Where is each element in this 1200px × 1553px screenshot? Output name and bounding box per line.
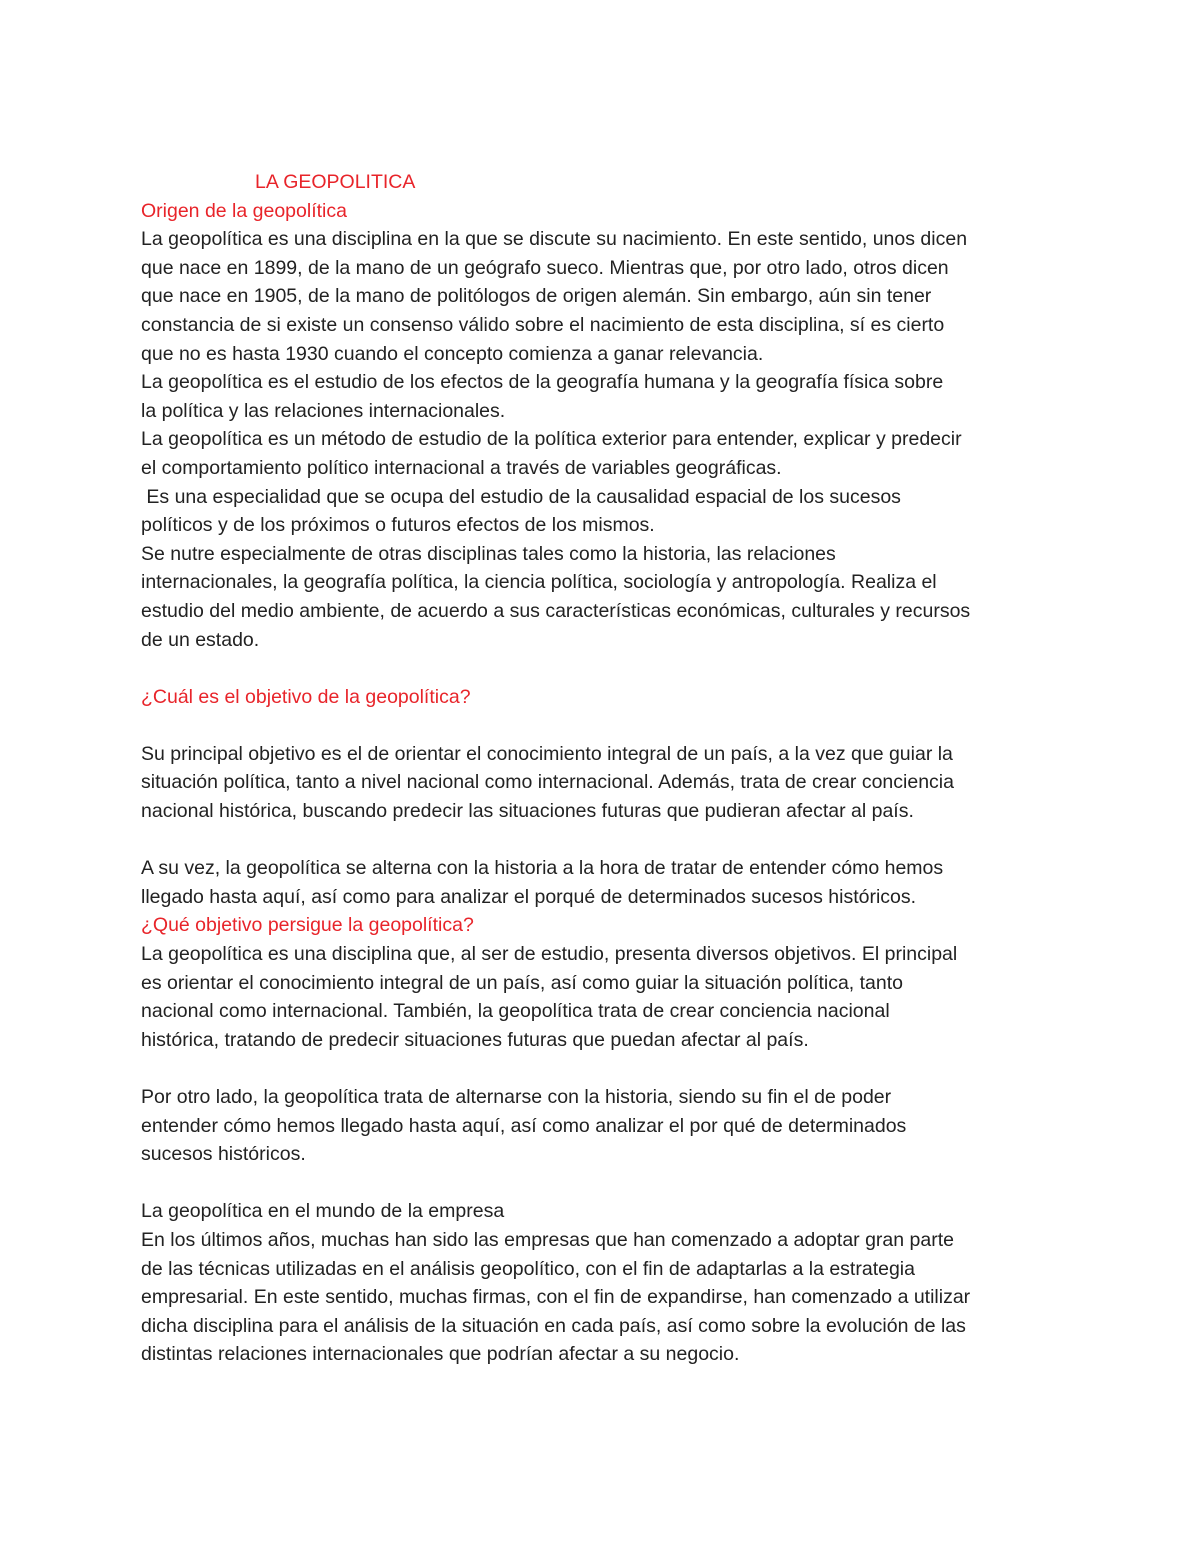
text-line: La geopolítica es una disciplina en la que se discute su nacimiento. En este sentido, unos dicen bbox=[141, 228, 968, 251]
heading-objective: ¿Cuál es el objetivo de la geopolítica? bbox=[141, 685, 471, 708]
text-line: sucesos históricos. bbox=[141, 1143, 306, 1166]
heading-origin: Origen de la geopolítica bbox=[141, 199, 347, 222]
paragraph-persigue-2 bbox=[141, 1083, 1071, 1169]
text-line: que nace en 1905, de la mano de politólogos de origen alemán. Sin embargo, aún sin tener bbox=[141, 285, 932, 308]
document-title: LA GEOPOLITICA bbox=[255, 171, 416, 193]
text-line: nacional histórica, buscando predecir las situaciones futuras que pudieran afectar al país. bbox=[141, 800, 914, 823]
text-line: empresarial. En este sentido, muchas firmas, con el fin de expandirse, han comenzado a utilizar bbox=[141, 1286, 971, 1309]
text-line: es orientar el conocimiento integral de un país, así como guiar la situación política, tanto bbox=[141, 971, 904, 994]
paragraph-objective-2 bbox=[141, 854, 1071, 911]
text-line: de las técnicas utilizadas en el análisis geopolítico, con el fin de adaptarlas a la estrategia bbox=[141, 1257, 915, 1280]
text-line: que nace en 1899, de la mano de un geógrafo sueco. Mientras que, por otro lado, otros dicen bbox=[141, 256, 949, 279]
paragraph-origin-2 bbox=[141, 368, 1071, 425]
text-line: situación política, tanto a nivel nacional como internacional. Además, trata de crear conciencia bbox=[141, 771, 954, 794]
paragraph-origin-1 bbox=[141, 225, 1071, 368]
heading-persigue: ¿Qué objetivo persigue la geopolítica? bbox=[141, 914, 474, 937]
paragraph-empresa bbox=[141, 1226, 1071, 1369]
text-line: políticos y de los próximos o futuros efectos de los mismos. bbox=[141, 514, 655, 537]
text-line: distintas relaciones internacionales que podrían afectar a su negocio. bbox=[141, 1343, 740, 1366]
paragraph-origin-5 bbox=[141, 540, 1071, 654]
text-line: estudio del medio ambiente, de acuerdo a sus características económicas, culturales y recursos bbox=[141, 599, 971, 622]
paragraph-persigue-1 bbox=[141, 940, 1071, 1054]
text-line: nacional como internacional. También, la geopolítica trata de crear conciencia nacional bbox=[141, 1000, 890, 1023]
text-line: el comportamiento político internacional a través de variables geográficas. bbox=[141, 456, 782, 479]
text-line: llegado hasta aquí, así como para analizar el porqué de determinados sucesos históricos. bbox=[141, 885, 917, 908]
text-line: entender cómo hemos llegado hasta aquí, así como analizar el por qué de determinados bbox=[141, 1114, 907, 1137]
text-line: dicha disciplina para el análisis de la situación en cada país, así como sobre la evolución de las bbox=[141, 1314, 966, 1337]
paragraph-objective-1 bbox=[141, 740, 1071, 826]
text-line: La geopolítica es una disciplina que, al ser de estudio, presenta diversos objetivos. El principal bbox=[141, 943, 958, 966]
text-line: A su vez, la geopolítica se alterna con la historia a la hora de tratar de entender cómo hemos bbox=[141, 857, 944, 880]
text-line: La geopolítica es el estudio de los efectos de la geografía humana y la geografía física sobre bbox=[141, 371, 944, 394]
text-line: Su principal objetivo es el de orientar el conocimiento integral de un país, a la vez que guiar la bbox=[141, 742, 953, 765]
heading-empresa: La geopolítica en el mundo de la empresa bbox=[141, 1200, 505, 1223]
document-page bbox=[141, 168, 1071, 1369]
paragraph-origin-3 bbox=[141, 425, 1071, 482]
text-line: de un estado. bbox=[141, 628, 260, 651]
text-line: la política y las relaciones internacionales. bbox=[141, 399, 506, 422]
blank-line bbox=[141, 1169, 1071, 1198]
text-line: Es una especialidad que se ocupa del estudio de la causalidad espacial de los sucesos bbox=[141, 485, 901, 508]
blank-line bbox=[141, 826, 1071, 855]
blank-line bbox=[141, 1054, 1071, 1083]
text-line: La geopolítica es un método de estudio de la política exterior para entender, explicar y predecir bbox=[141, 428, 962, 451]
text-line: internacionales, la geografía política, la ciencia política, sociología y antropología. Realiza el bbox=[141, 571, 937, 594]
blank-line bbox=[141, 654, 1071, 683]
text-line: En los últimos años, muchas han sido las empresas que han comenzado a adoptar gran parte bbox=[141, 1228, 954, 1251]
paragraph-origin-4 bbox=[141, 483, 1071, 540]
text-line: constancia de si existe un consenso válido sobre el nacimiento de esta disciplina, sí es cierto bbox=[141, 313, 945, 336]
blank-line bbox=[141, 711, 1071, 740]
text-line: Por otro lado, la geopolítica trata de alternarse con la historia, siendo su fin el de poder bbox=[141, 1086, 892, 1108]
text-line: histórica, tratando de predecir situaciones futuras que puedan afectar al país. bbox=[141, 1028, 809, 1051]
text-line: que no es hasta 1930 cuando el concepto comienza a ganar relevancia. bbox=[141, 342, 764, 365]
text-line: Se nutre especialmente de otras disciplinas tales como la historia, las relaciones bbox=[141, 542, 836, 565]
